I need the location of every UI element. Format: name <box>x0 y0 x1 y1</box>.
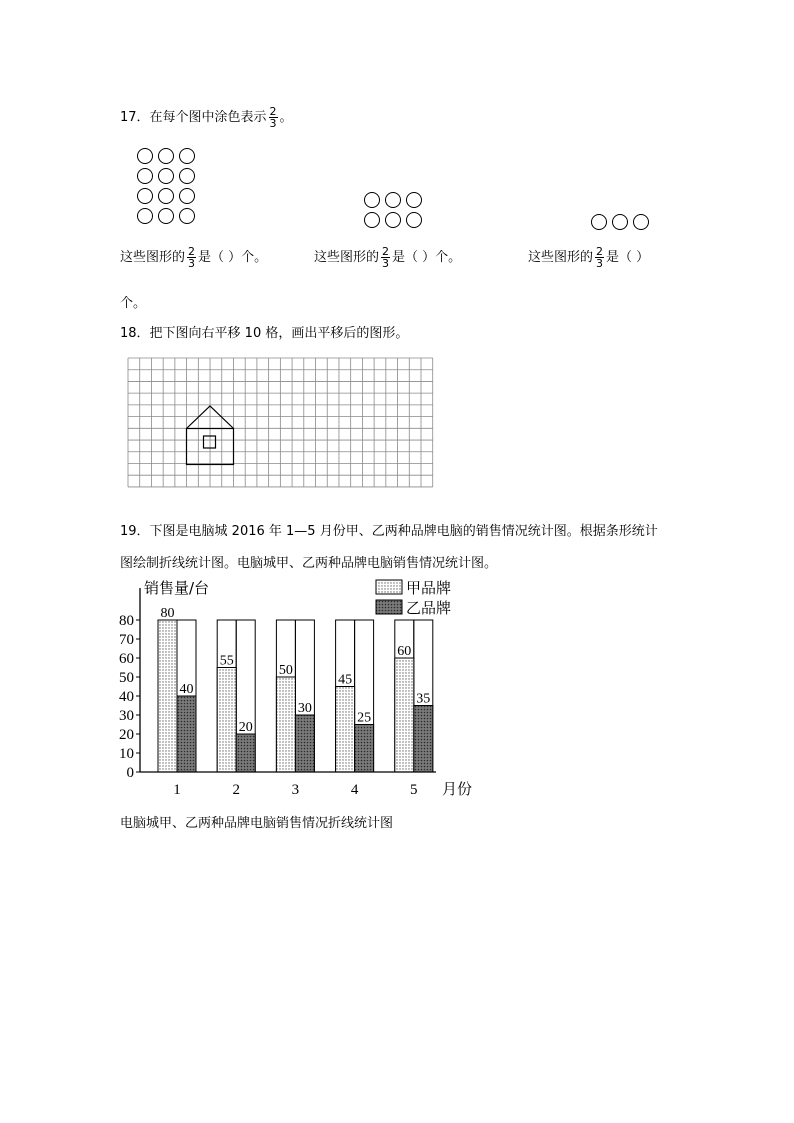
bar-brand-a <box>336 687 355 773</box>
legend-swatch <box>376 600 402 614</box>
bar-brand-b <box>414 706 433 773</box>
x-tick-label: 1 <box>173 782 181 798</box>
bar-brand-a <box>276 677 295 772</box>
bar-data-label: 60 <box>397 644 412 659</box>
x-axis-label: 月份 <box>442 780 473 798</box>
q19-prompt-line1: 19．下图是电脑城 2016 年 1—5 月份甲、乙两种品牌电脑的销售情况统计图。根据条形统计 <box>120 524 658 539</box>
y-tick-label: 0 <box>126 765 134 781</box>
legend-swatch <box>376 580 402 594</box>
y-tick-label: 30 <box>119 708 134 724</box>
q18-prompt: 18．把下图向右平移 10 格，画出平移后的图形。 <box>120 326 409 341</box>
bar-brand-a <box>217 668 236 773</box>
bar-brand-b <box>236 734 255 772</box>
q17-prompt: 17．在每个图中涂色表示 $\frac{2}{3}$ 。 <box>120 105 293 130</box>
bar-data-label: 25 <box>357 710 372 726</box>
fraction: $\frac{2}{3}$ <box>382 245 390 270</box>
bar-data-label: 40 <box>179 682 194 697</box>
answer-tail: 个。 <box>120 296 147 311</box>
x-tick-label: 5 <box>410 782 418 798</box>
legend-label: 甲品牌 <box>406 579 452 597</box>
x-tick-label: 4 <box>350 782 359 798</box>
y-tick-label: 40 <box>119 689 134 705</box>
x-tick-label: 3 <box>291 782 300 798</box>
bar-brand-b <box>177 696 196 772</box>
answer-blank-1: 这些图形的 $\frac{2}{3}$ 是（ ）个。 <box>120 245 268 270</box>
bar-brand-a <box>395 658 414 772</box>
y-axis-label: 销售量/台 <box>144 579 210 597</box>
bar-data-label: 20 <box>238 720 253 735</box>
bar-data-label: 30 <box>297 701 312 716</box>
y-tick-label: 10 <box>119 746 134 762</box>
answer-blank-3: 这些图形的 $\frac{2}{3}$ 是（ ） <box>528 245 650 270</box>
x-tick-label: 2 <box>232 782 240 798</box>
bar-data-label: 55 <box>219 653 234 669</box>
bar-data-label: 45 <box>338 672 353 688</box>
y-tick-label: 50 <box>119 670 134 686</box>
fraction: $\frac{2}{3}$ <box>596 245 604 270</box>
q19-prompt-line2: 图绘制折线统计图。电脑城甲、乙两种品牌电脑销售情况统计图。 <box>120 556 498 571</box>
bar-brand-b <box>295 715 314 772</box>
y-tick-label: 20 <box>119 727 134 743</box>
answer-blank-2: 这些图形的 $\frac{2}{3}$ 是（ ）个。 <box>314 245 462 270</box>
bar-brand-b <box>355 725 374 773</box>
bar-data-label: 35 <box>416 691 431 707</box>
legend-label: 乙品牌 <box>406 599 452 617</box>
y-tick-label: 70 <box>119 632 134 648</box>
bar-data-label: 80 <box>160 606 175 621</box>
y-tick-label: 80 <box>119 613 134 629</box>
q19-line-chart-title: 电脑城甲、乙两种品牌电脑销售情况折线统计图 <box>120 816 394 831</box>
y-tick-label: 60 <box>119 651 134 667</box>
fraction: $\frac{2}{3}$ <box>188 245 196 270</box>
fraction: $\frac{2}{3}$ <box>269 105 277 130</box>
bar-brand-a <box>158 620 177 772</box>
bar-data-label: 50 <box>278 663 293 678</box>
